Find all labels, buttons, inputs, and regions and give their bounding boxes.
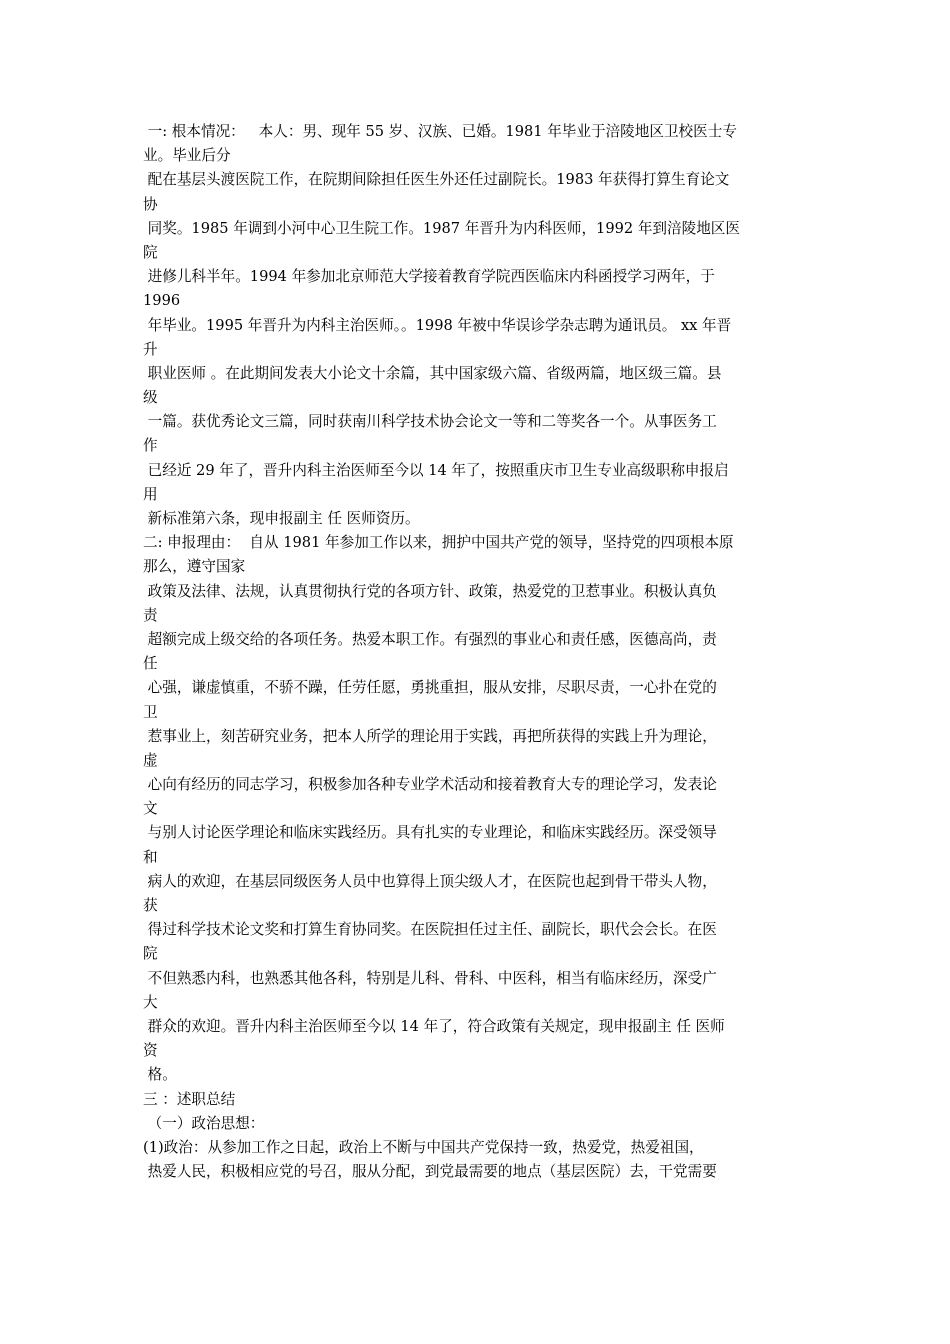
text-line: 得过科学技术论文奖和打算生育协同奖。在医院担任过主任、副院长，职代会会长。在医 [143, 921, 717, 939]
text-line: 不但熟悉内科，也熟悉其他各科，特别是儿科、骨科、中医科，相当有临床经历，深受广 [143, 969, 717, 987]
text-line: 热爱人民，积极相应党的号召，服从分配，到党最需要的地点（基层医院）去，干党需要 [143, 1163, 717, 1181]
text-line: 群众的欢迎。晋升内科主治医师至今以 14 年了，符合政策有关规定，现申报副主 任 医师 [143, 1017, 725, 1035]
text-line: 心强，谦虚慎重，不骄不躁，任劳任愿，勇挑重担，服从安排，尽职尽责，一心扑在党的 [143, 679, 717, 697]
text-line: 年毕业。1995 年晋升为内科主治医师。。1998 年被中华误诊学杂志聘为通讯员。 xx 年晋 [143, 316, 732, 334]
text-line: 职业医师 。在此期间发表大小论文十余篇，其中国家级六篇、省级两篇，地区级三篇。县 [143, 364, 722, 382]
text-line: 一: 根本情况： 本人：男、现年 55 岁、汉族、已婚。1981 年毕业于涪陵地区卫校医士专 [143, 123, 737, 140]
text-line: 那么，遵守国家 [143, 558, 246, 576]
text-line: 配在基层头渡医院工作，在院期间除担任医生外还任过副院长。1983 年获得打算生育论文 [143, 171, 730, 189]
subsection-heading: （一）政治思想： [143, 1114, 265, 1132]
text-line: 业。毕业后分 [143, 147, 231, 165]
text-line: 卫 [143, 703, 158, 721]
text-line: 升 [143, 340, 158, 358]
text-line: 资 [143, 1042, 158, 1060]
text-line: 级 [143, 389, 158, 407]
text-line: 惹事业上，刻苦研究业务，把本人所学的理论用于实践，再把所获得的实践上升为理论， [143, 727, 717, 745]
text-line: 一篇。获优秀论文三篇，同时获南川科学技术协会论文一等和二等奖各一个。从事医务工 [143, 413, 717, 431]
text-line: 二: 申报理由： 自从 1981 年参加工作以来，拥护中国共产党的领导，坚持党的四项根本原 [143, 534, 734, 552]
text-line: 院 [143, 243, 158, 261]
text-line: 已经近 29 年了，晋升内科主治医师至今以 14 年了，按照重庆市卫生专业高级职称申报启 [143, 461, 729, 479]
text-line: 政策及法律、法规，认真贯彻执行党的各项方针、政策，热爱党的卫惹事业。积极认真负 [143, 582, 717, 600]
text-line: 用 [143, 485, 158, 503]
text-line: 任 [143, 655, 158, 673]
text-line: 同奖。1985 年调到小河中心卫生院工作。1987 年晋升为内科医师，1992 年到涪陵地区医 [143, 219, 740, 237]
text-line: 格。 [143, 1066, 177, 1084]
text-line: 1996 [143, 292, 181, 310]
document-body [143, 120, 813, 1184]
text-line: 进修儿科半年。1994 年参加北京师范大学接着教育学院西医临床内科函授学习两年，于 [143, 268, 715, 286]
text-line: 获 [143, 897, 158, 914]
text-line: (1)政治：从参加工作之日起，政治上不断与中国共产党保持一致，热爱党，热爱祖国， [143, 1138, 704, 1156]
text-line: 新标准第六条，现申报副主 任 医师资历。 [143, 510, 420, 527]
text-line: 大 [143, 993, 158, 1011]
text-line: 虚 [143, 751, 158, 769]
text-line: 协 [143, 195, 158, 213]
text-line: 超额完成上级交给的各项任务。热爱本职工作。有强烈的事业心和责任感，医德高尚，责 [143, 630, 717, 648]
text-line: 心向有经历的同志学习，积极参加各种专业学术活动和接着教育大专的理论学习，发表论 [143, 776, 717, 794]
text-line: 和 [143, 848, 158, 866]
text-line: 与别人讨论医学理论和临床实践经历。具有扎实的专业理论，和临床实践经历。深受领导 [143, 824, 717, 842]
text-line: 作 [143, 437, 158, 455]
text-line: 病人的欢迎，在基层同级医务人员中也算得上顶尖级人才，在医院也起到骨干带头人物， [143, 872, 717, 890]
text-line: 责 [143, 606, 158, 624]
section-heading: 三 ：述职总结 [143, 1090, 236, 1108]
text-line: 文 [143, 800, 158, 818]
text-line: 院 [143, 945, 158, 963]
